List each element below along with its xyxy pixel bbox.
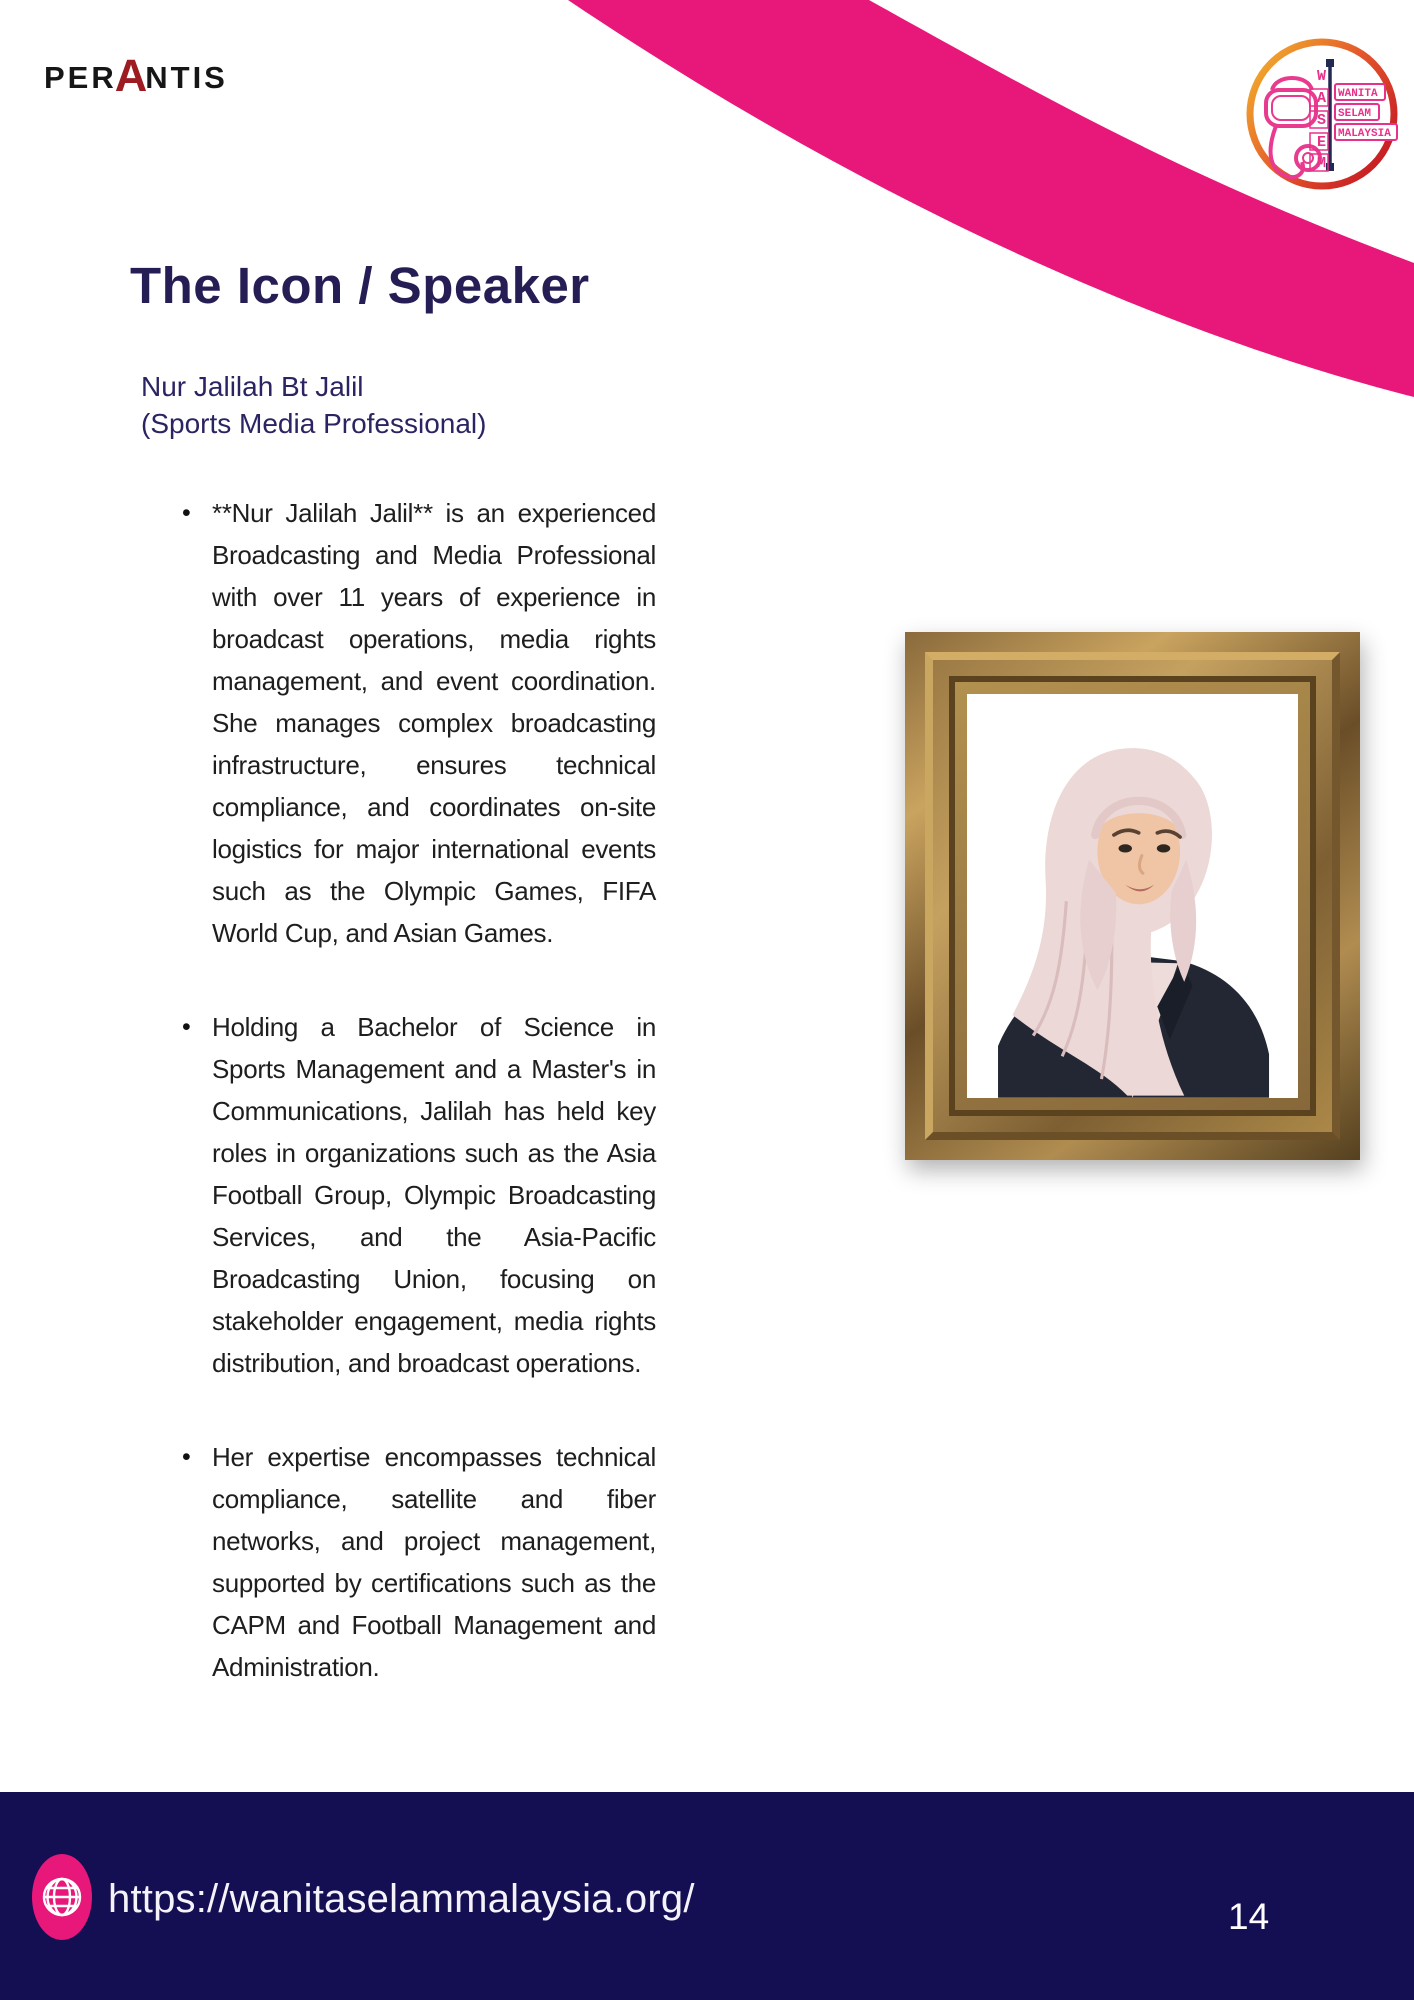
speaker-portrait — [967, 694, 1298, 1098]
globe-icon — [40, 1875, 84, 1919]
frame-inner-lip — [949, 676, 1316, 1116]
website-url[interactable]: https://wanitaselammalaysia.org/ — [108, 1877, 695, 1921]
brand-text-post: NTIS — [145, 60, 228, 95]
bio-bullet-3 — [182, 1436, 656, 1688]
wasem-letter: W — [1316, 68, 1326, 85]
speaker-heading — [141, 368, 486, 442]
perantis-logo — [44, 52, 228, 104]
page-title: The Icon / Speaker — [130, 257, 590, 314]
bullet-marker: • — [182, 499, 191, 527]
brand-text-pre: PER — [44, 60, 117, 95]
portrait-window — [967, 694, 1298, 1098]
wasem-word: WANITA — [1338, 88, 1378, 100]
speaker-role: (Sports Media Professional) — [141, 408, 487, 439]
bio-text-3: Her expertise encompasses technical compliance, satellite and fiber networks, and project management, supported by certifications such as the CAPM and Football Management and Administration. — [212, 1442, 656, 1682]
bio-bullet-2 — [182, 1006, 656, 1384]
footer-bar — [0, 1792, 1414, 2000]
bio-bullets — [182, 492, 656, 1740]
speaker-name: Nur Jalilah Bt Jalil — [141, 371, 364, 402]
wasem-word: SELAM — [1338, 108, 1372, 120]
wasem-word: MALAYSIA — [1338, 128, 1391, 140]
wasem-letter: S — [1316, 112, 1326, 129]
brand-letter-a: A — [114, 50, 148, 101]
wasem-letter: E — [1316, 134, 1326, 151]
page-number: 14 — [1228, 1896, 1270, 1937]
wasem-letter: M — [1316, 155, 1326, 172]
globe-badge — [32, 1854, 92, 1940]
wasem-logo — [1238, 34, 1406, 194]
bullet-marker: • — [182, 1013, 191, 1041]
portrait-frame — [905, 632, 1360, 1160]
bio-text-1: **Nur Jalilah Jalil** is an experienced Broadcasting and Media Professional with over 11 years of experience in broadcast operations, media rights management, and event coordination. She manages complex broadcasting infrastructure, ensures technical compliance, and coordinates on-site logistics for major international events such as the Olympic Games, FIFA World Cup, and Asian Games. — [212, 498, 656, 948]
frame-bevel — [925, 652, 1340, 1140]
bio-text-2: Holding a Bachelor of Science in Sports Management and a Master's in Communications, Jalilah has held key roles in organizations such as the Asia Football Group, Olympic Broadcasting Services, and the Asia-Pacific Broadcasting Union, focusing on stakeholder engagement, media rights distribution, and broadcast operations. — [212, 1012, 656, 1378]
bio-bullet-1 — [182, 492, 656, 954]
bullet-marker: • — [182, 1443, 191, 1471]
wasem-letter: A — [1316, 90, 1326, 107]
